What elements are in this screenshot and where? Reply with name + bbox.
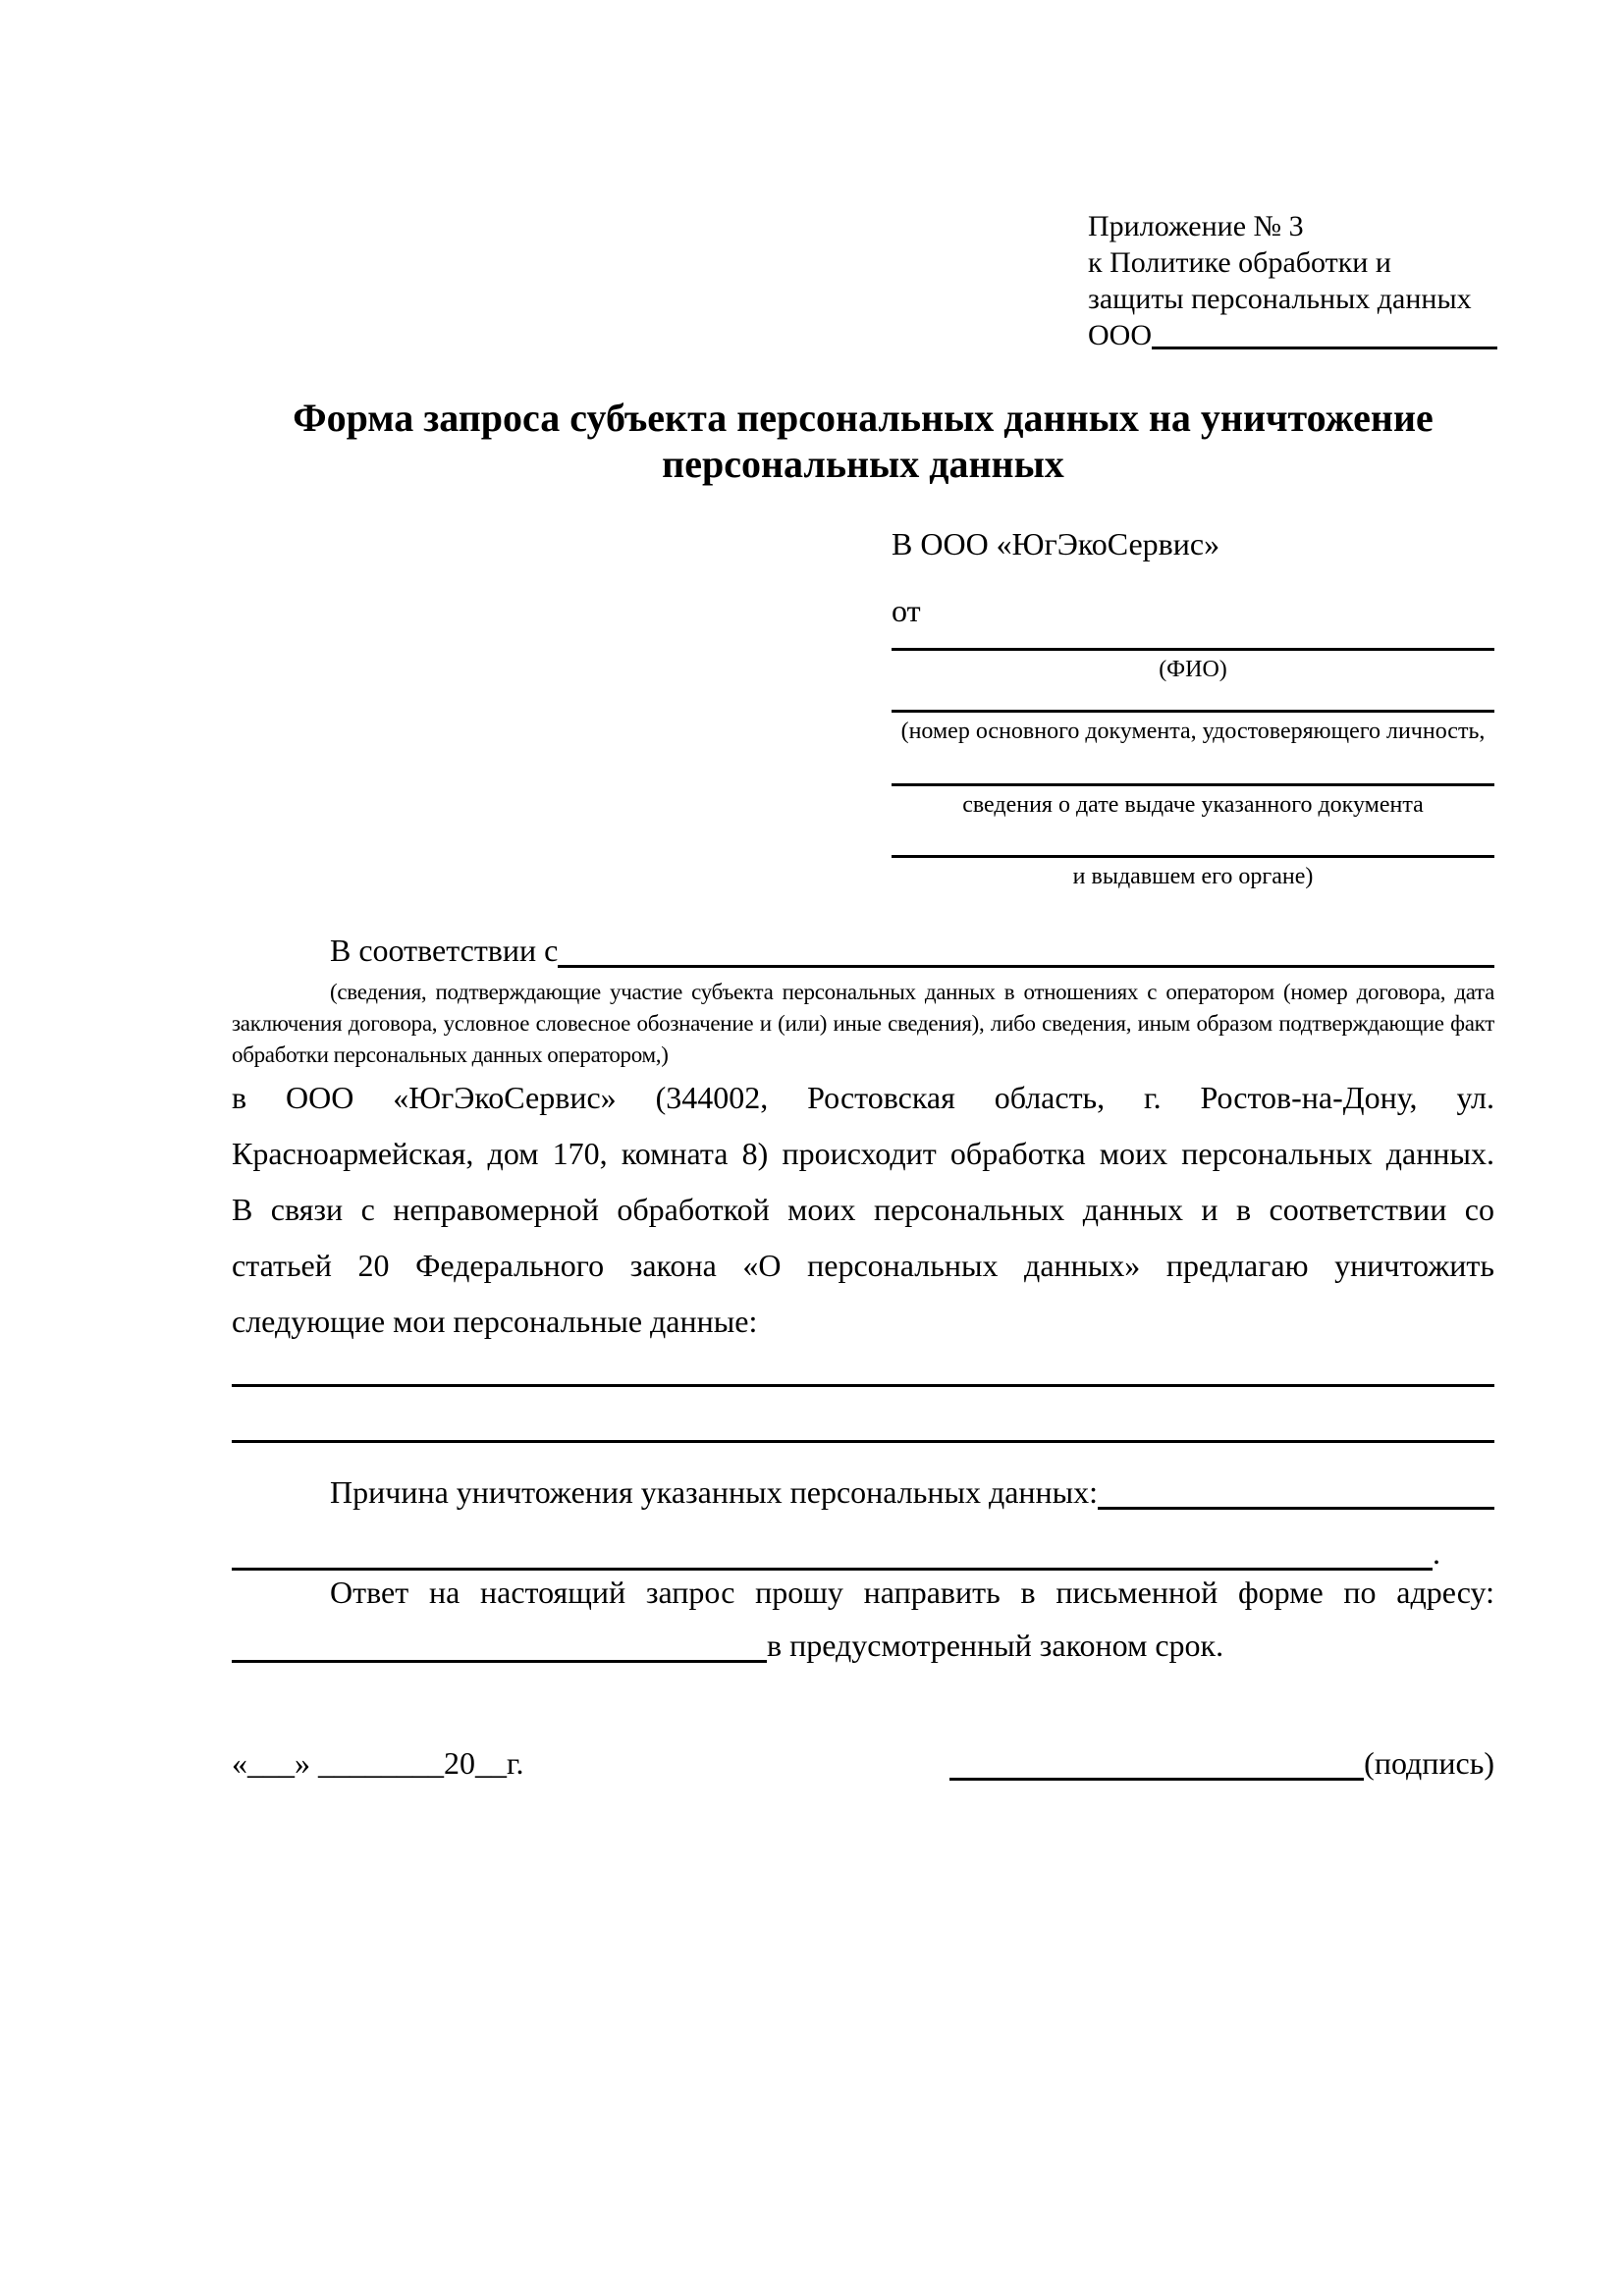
body-line: Красноармейская, дом 170, комната 8) происходит обработка моих персональных данных. <box>232 1136 1494 1171</box>
address-blank-line <box>232 1622 767 1663</box>
appendix-note <box>1088 208 1497 353</box>
document-title-line2: персональных данных <box>662 442 1064 486</box>
reason-line <box>232 1468 1494 1516</box>
ooo-blank-line <box>1152 317 1497 349</box>
reason-lead: Причина уничтожения указанных персональных данных: <box>330 1474 1099 1510</box>
addressee-to: В ООО «ЮгЭкоСервис» <box>892 526 1220 561</box>
issuing-authority-caption: и выдавшем его органе) <box>1072 864 1314 889</box>
appendix-ooo-row <box>1088 317 1497 353</box>
reason-blank-line <box>1098 1468 1494 1510</box>
signature-blank-line <box>949 1739 1364 1781</box>
date-line: «___» ________20__г. <box>232 1745 524 1781</box>
appendix-note-line: Приложение № 3 <box>1088 210 1304 242</box>
issue-date-blank-line <box>892 783 1494 786</box>
fio-blank-line <box>892 648 1494 651</box>
issuing-authority-blank-line <box>892 855 1494 858</box>
date-signature-row <box>232 1739 1494 1787</box>
accordance-line <box>232 927 1494 974</box>
answer-term-text: в предусмотренный законом срок. <box>767 1628 1224 1663</box>
addressee-from-label: от <box>892 593 921 628</box>
appendix-note-line: к Политике обработки и <box>1088 246 1391 279</box>
body-line: статьей 20 Федерального закона «О персональных данных» предлагаю уничтожить <box>232 1248 1494 1283</box>
reason-period: . <box>1433 1535 1440 1571</box>
answer-address-line <box>232 1622 1494 1669</box>
signature-caption: (подпись) <box>1364 1745 1494 1781</box>
ooo-label: ООО <box>1088 319 1152 351</box>
body-line: В связи с неправомерной обработкой моих персональных данных и в соответствии со <box>232 1192 1494 1227</box>
personal-data-blank-line-2 <box>232 1440 1494 1443</box>
fineprint-line: заключения договора, условное словесное обозначение и (или) иные сведения), либо сведения, иным образом подтверждающие факт <box>232 1011 1494 1036</box>
issue-date-caption: сведения о дате выдаче указанного документа <box>962 792 1424 818</box>
accordance-blank-line <box>558 927 1494 968</box>
signature-group <box>949 1739 1494 1787</box>
answer-request-line: Ответ на настоящий запрос прошу направить в письменной форме по адресу: <box>330 1575 1494 1610</box>
fio-caption: (ФИО) <box>1159 657 1227 682</box>
fineprint-line: (сведения, подтверждающие участие субъекта персональных данных в отношениях с оператором (номер договора, дата <box>330 980 1494 1004</box>
accordance-fineprint <box>232 977 1494 1071</box>
document-title <box>232 395 1494 487</box>
personal-data-blank-line-1 <box>232 1384 1494 1387</box>
document-title-line1: Форма запроса субъекта персональных данных на уничтожение <box>293 396 1434 440</box>
appendix-note-line: защиты персональных данных <box>1088 283 1472 315</box>
body-line: следующие мои персональные данные: <box>232 1304 758 1339</box>
reason-blank-line-2 <box>232 1529 1433 1571</box>
document-number-blank-line <box>892 710 1494 713</box>
body-paragraph <box>232 1070 1494 1350</box>
accordance-lead: В соответствии с <box>330 933 559 968</box>
fineprint-line: обработки персональных данных оператором,) <box>232 1042 669 1067</box>
body-line: в ООО «ЮгЭкоСервис» (344002, Ростовская область, г. Ростов-на-Дону, ул. <box>232 1080 1494 1115</box>
document-number-caption: (номер основного документа, удостоверяющего личность, <box>900 719 1486 744</box>
